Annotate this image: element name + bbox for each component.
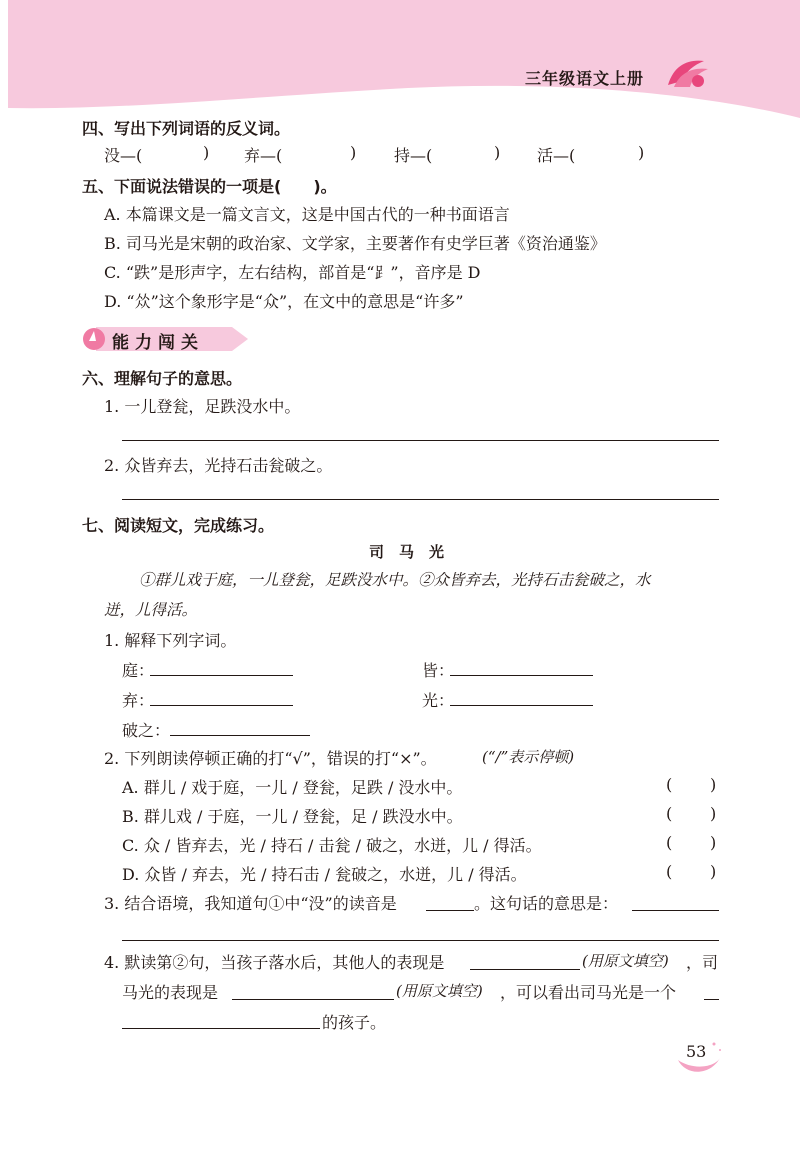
pause-bracket-c-close: ) — [710, 833, 717, 852]
q7-sub4-note-2: (用原文填空) — [396, 982, 483, 1000]
q7-sub4-text-a: 4. 默读第②句，当孩子落水后，其他人的表现是 — [104, 953, 445, 972]
page-number: 53 — [686, 1042, 707, 1061]
pause-bracket-d-open[interactable]: ( — [666, 862, 673, 881]
q5-option-d: D. “𠈌”这个象形字是“众”，在文中的意思是“许多” — [104, 292, 464, 311]
q7-sub4-text-d: ，可以看出司马光是一个 — [500, 983, 677, 1002]
passage-line-1: ①群儿戏于庭，一儿登瓮，足跌没水中。②众皆弃去，光持石击瓮破之，水 — [139, 571, 651, 589]
q7-sub1-prompt: 1. 解释下列字词。 — [104, 631, 237, 650]
q7-heading: 七、阅读短文，完成练习。 — [82, 516, 275, 535]
answer-guang[interactable] — [450, 705, 593, 706]
q7-sub4-text-e: 的孩子。 — [322, 1013, 387, 1032]
q7-sub4-text-c: 马光的表现是 — [122, 983, 219, 1002]
q4-item-4: 活—( — [537, 146, 576, 165]
passage-line-2: 迸，儿得活。 — [104, 601, 198, 619]
label-pozhi: 破之： — [122, 721, 171, 740]
passage-title: 司 马 光 — [369, 543, 445, 561]
answer-trait-line-2[interactable] — [122, 1028, 320, 1029]
q5-option-b: B. 司马光是宋朝的政治家、文学家，主要著作有史学巨著《资治通鉴》 — [104, 234, 606, 253]
answer-meaning-line-1[interactable] — [632, 910, 719, 911]
label-qi: 弃： — [122, 691, 155, 710]
pause-bracket-b-open[interactable]: ( — [666, 804, 673, 823]
q7-sub4-text-b: ，司 — [686, 953, 719, 972]
q7-sub3-text-b: 。这句话的意思是： — [474, 894, 619, 913]
answer-jie[interactable] — [450, 675, 593, 676]
label-jie: 皆： — [422, 661, 455, 680]
pause-option-b: B. 群儿戏 / 于庭，一儿 / 登瓮，足 / 跌没水中。 — [122, 807, 463, 826]
q6-answer-line-2[interactable] — [122, 499, 719, 500]
q6-answer-line-1[interactable] — [122, 440, 719, 441]
q6-item-1: 1. 一儿登瓮，足跌没水中。 — [104, 397, 301, 416]
q5-heading: 五、下面说法错误的一项是( )。 — [82, 177, 337, 196]
q4-close-4: ) — [638, 143, 645, 162]
answer-meaning-line-2[interactable] — [122, 940, 719, 941]
q4-heading: 四、写出下列词语的反义词。 — [82, 119, 291, 138]
pause-bracket-d-close: ) — [710, 862, 717, 881]
answer-qi[interactable] — [150, 705, 293, 706]
section-label: 能力闯关 — [112, 333, 204, 353]
header-title: 三年级语文上册 — [525, 69, 645, 88]
q4-close-3: ) — [494, 143, 501, 162]
answer-others[interactable] — [470, 969, 580, 970]
answer-pronunciation[interactable] — [426, 910, 474, 911]
q7-sub2-note: (“/”表示停顿) — [482, 748, 575, 766]
pause-bracket-a-close: ) — [710, 775, 717, 794]
pause-bracket-c-open[interactable]: ( — [666, 833, 673, 852]
answer-ting[interactable] — [150, 675, 293, 676]
q4-close-2: ) — [350, 143, 357, 162]
q6-item-2: 2. 众皆弃去，光持石击瓮破之。 — [104, 456, 333, 475]
q5-option-c: C. “跌”是形声字，左右结构，部首是“⻊”，音序是 D — [104, 263, 481, 282]
answer-simaguang[interactable] — [232, 999, 394, 1000]
answer-pozhi[interactable] — [170, 735, 310, 736]
label-ting: 庭： — [122, 661, 155, 680]
pause-bracket-a-open[interactable]: ( — [666, 775, 673, 794]
label-guang: 光： — [422, 691, 455, 710]
q7-sub3-text-a: 3. 结合语境，我知道句①中“没”的读音是 — [104, 894, 397, 913]
pause-option-d: D. 众皆 / 弃去，光 / 持石击 / 瓮破之，水迸，儿 / 得活。 — [122, 865, 527, 884]
q7-sub4-note-1: (用原文填空) — [582, 952, 669, 970]
pause-bracket-b-close: ) — [710, 804, 717, 823]
publisher-logo-icon — [664, 55, 710, 91]
q4-close-1: ) — [203, 143, 210, 162]
pause-option-c: C. 众 / 皆弃去，光 / 持石 / 击瓮 / 破之，水迸，儿 / 得活。 — [122, 836, 542, 855]
answer-trait-line-1[interactable] — [704, 999, 719, 1000]
q7-sub2-prompt: 2. 下列朗读停顿正确的打“√”，错误的打“×”。 — [104, 749, 437, 768]
q5-option-a: A. 本篇课文是一篇文言文，这是中国古代的一种书面语言 — [104, 205, 510, 224]
pause-option-a: A. 群儿 / 戏于庭，一儿 / 登瓮，足跌 / 没水中。 — [122, 778, 463, 797]
q6-heading: 六、理解句子的意思。 — [82, 369, 243, 388]
q4-item-2: 弃—( — [244, 146, 283, 165]
q4-item-1: 没—( — [104, 146, 143, 165]
q4-item-3: 持—( — [394, 146, 433, 165]
